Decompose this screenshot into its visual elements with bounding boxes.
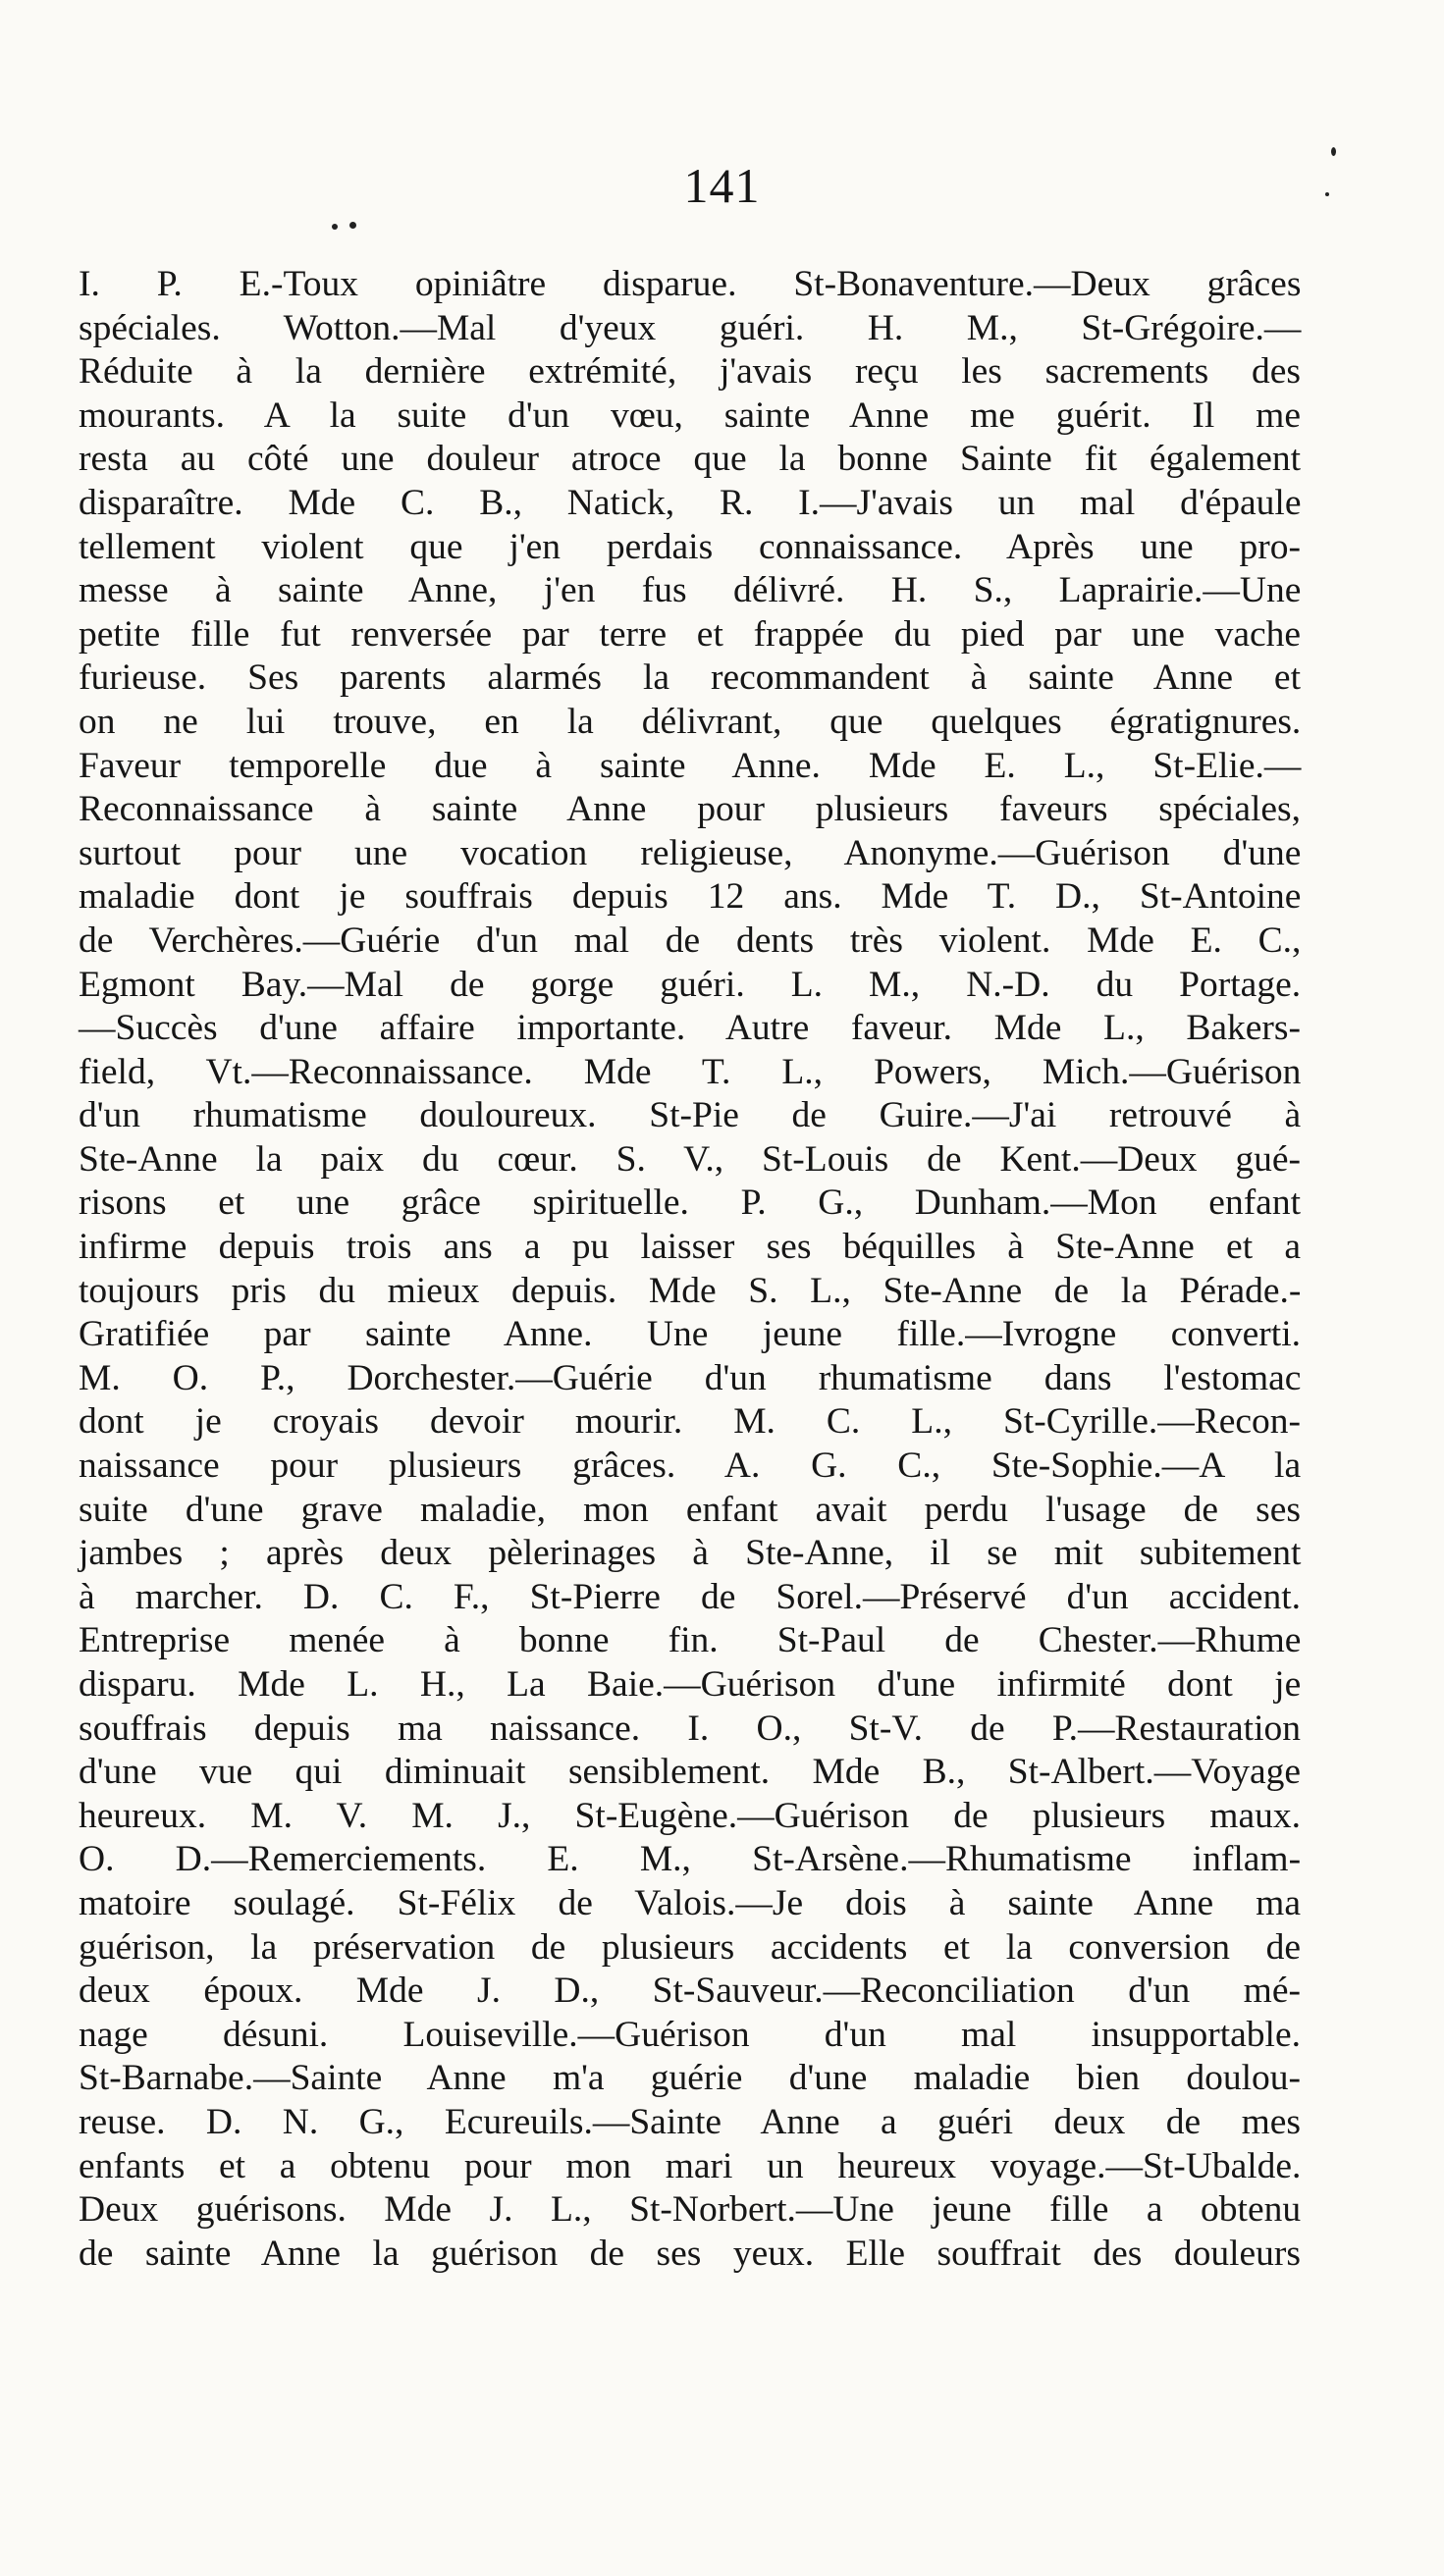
text-line: nage désuni. Louiseville.—Guérison d'un mal insupportable. xyxy=(79,2014,1301,2055)
text-line: messe à sainte Anne, j'en fus délivré. H. S., Laprairie.—Une xyxy=(79,570,1302,611)
text-line: jambes ; après deux pèlerinages à Ste-Anne, il se mit subitement xyxy=(79,1533,1302,1574)
text-line: disparaître. Mde C. B., Natick, R. I.—J'avais un mal d'épaule xyxy=(79,482,1302,523)
text-line: deux époux. Mde J. D., St-Sauveur.—Reconciliation d'un mé- xyxy=(79,1971,1301,2012)
ink-speck xyxy=(1325,192,1329,196)
text-line: dont je croyais devoir mourir. M. C. L., St-Cyrille.—Recon- xyxy=(79,1401,1302,1443)
text-line: toujours pris du mieux depuis. Mde S. L., Ste-Anne de la Pérade.- xyxy=(79,1270,1302,1311)
text-line: Egmont Bay.—Mal de gorge guéri. L. M., N.-D. du Portage. xyxy=(79,964,1302,1005)
text-line: guérison, la préservation de plusieurs accidents et la conversion de xyxy=(79,1926,1301,1968)
ink-speck xyxy=(1331,147,1336,156)
text-line: spéciales. Wotton.—Mal d'yeux guéri. H. M., St-Grégoire.— xyxy=(79,307,1302,348)
text-line: disparu. Mde L. H., La Baie.—Guérison d'une infirmité dont je xyxy=(79,1664,1302,1705)
text-line: tellement violent que j'en perdais connaissance. Après une pro- xyxy=(79,526,1301,567)
text-line: M. O. P., Dorchester.—Guérie d'un rhumatisme dans l'estomac xyxy=(79,1357,1302,1398)
text-line: suite d'une grave maladie, mon enfant avait perdu l'usage de ses xyxy=(79,1489,1301,1530)
text-line: Ste-Anne la paix du cœur. S. V., St-Louis de Kent.—Deux gué- xyxy=(79,1138,1301,1180)
text-line: I. P. E.-Toux opiniâtre disparue. St-Bonaventure.—Deux grâces xyxy=(79,264,1302,304)
text-line: enfants et a obtenu pour mon mari un heureux voyage.—St-Ubalde. xyxy=(79,2145,1302,2186)
text-line: maladie dont je souffrais depuis 12 ans. Mde T. D., St-Antoine xyxy=(79,876,1302,918)
ink-speck xyxy=(349,222,356,229)
text-line: heureux. M. V. M. J., St-Eugène.—Guérison de plusieurs maux. xyxy=(79,1795,1301,1836)
text-line: naissance pour plusieurs grâces. A. G. C., Ste-Sophie.—A la xyxy=(79,1446,1302,1487)
text-line: resta au côté une douleur atroce que la bonne Sainte fit également xyxy=(79,439,1302,480)
text-line: O. D.—Remerciements. E. M., St-Arsène.—Rhumatisme inflam- xyxy=(79,1839,1302,1880)
text-line: mourants. A la suite d'un vœu, sainte Anne me guérit. Il me xyxy=(79,394,1301,436)
text-line: Deux guérisons. Mde J. L., St-Norbert.—Une jeune fille a obtenu xyxy=(79,2189,1302,2231)
page-number: 141 xyxy=(683,158,761,213)
text-line: reuse. D. N. G., Ecureuils.—Sainte Anne a guéri deux de mes xyxy=(79,2101,1301,2142)
text-line: surtout pour une vocation religieuse, Anonyme.—Guérison d'une xyxy=(79,832,1302,873)
body-text xyxy=(79,263,1301,2276)
text-line: Entreprise menée à bonne fin. St-Paul de Chester.—Rhume xyxy=(79,1620,1302,1661)
text-line: matoire soulagé. St-Félix de Valois.—Je dois à sainte Anne ma xyxy=(79,1882,1301,1923)
text-line: souffrais depuis ma naissance. I. O., St-V. de P.—Restauration xyxy=(79,1708,1301,1749)
text-line: Gratifiée par sainte Anne. Une jeune fille.—Ivrogne converti. xyxy=(79,1314,1301,1355)
text-line: Faveur temporelle due à sainte Anne. Mde E. L., St-Elie.— xyxy=(79,745,1302,786)
text-line: d'une vue qui diminuait sensiblement. Mde B., St-Albert.—Voyage xyxy=(79,1752,1301,1793)
text-line: furieuse. Ses parents alarmés la recommandent à sainte Anne et xyxy=(79,657,1301,699)
text-line: on ne lui trouve, en la délivrant, que quelques égratignures. xyxy=(79,701,1302,742)
text-line: de Verchères.—Guérie d'un mal de dents très violent. Mde E. C., xyxy=(79,920,1302,961)
text-line: infirme depuis trois ans a pu laisser ses béquilles à Ste-Anne et a xyxy=(79,1227,1301,1268)
text-line: Réduite à la dernière extrémité, j'avais reçu les sacrements des xyxy=(79,351,1301,393)
text-line: —Succès d'une affaire importante. Autre faveur. Mde L., Bakers- xyxy=(79,1008,1301,1049)
ink-speck xyxy=(332,224,338,230)
text-line: risons et une grâce spirituelle. P. G., Dunham.—Mon enfant xyxy=(79,1183,1301,1224)
text-line: à marcher. D. C. F., St-Pierre de Sorel.—Préservé d'un accident. xyxy=(79,1576,1301,1617)
text-line: Reconnaissance à sainte Anne pour plusieurs faveurs spéciales, xyxy=(79,789,1301,830)
text-line: field, Vt.—Reconnaissance. Mde T. L., Powers, Mich.—Guérison xyxy=(79,1051,1302,1092)
text-line: d'un rhumatisme douloureux. St-Pie de Guire.—J'ai retrouvé à xyxy=(79,1095,1302,1136)
text-line: petite fille fut renversée par terre et frappée du pied par une vache xyxy=(79,613,1302,655)
text-line: de sainte Anne la guérison de ses yeux. Elle souffrait des douleurs xyxy=(79,2233,1301,2274)
text-line: St-Barnabe.—Sainte Anne m'a guérie d'une maladie bien doulou- xyxy=(79,2058,1301,2099)
